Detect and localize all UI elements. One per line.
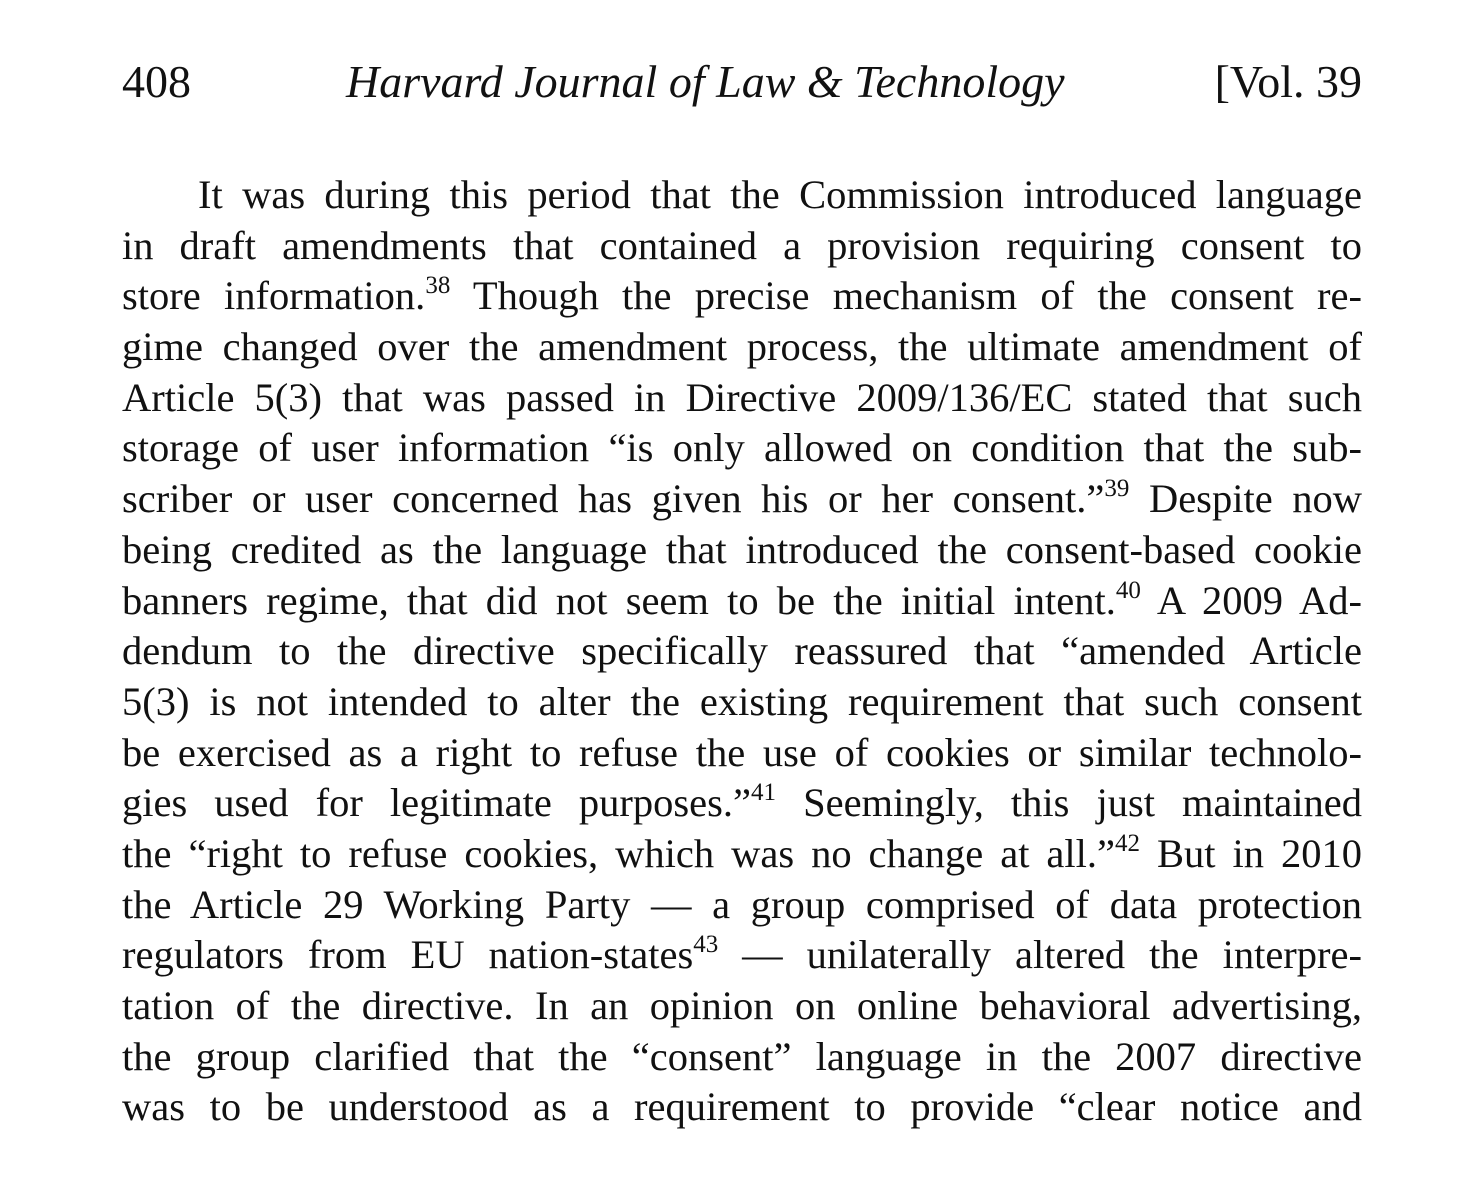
text-line [122, 1032, 1362, 1083]
text-line [122, 981, 1362, 1032]
text-run: It was during this period that the Commission introduced language [198, 172, 1362, 217]
text-run: Seemingly, this just maintained [776, 780, 1362, 826]
text-line [122, 1082, 1362, 1133]
footnote-marker[interactable]: 40 [1115, 576, 1141, 604]
text-line [122, 576, 1362, 627]
text-run: Despite now [1129, 476, 1362, 522]
footnote-marker[interactable]: 43 [693, 931, 719, 959]
text-run: Though the precise mechanism of the consent re- [450, 273, 1362, 319]
text-run: the Article 29 Working Party — a group comprised of data protection [122, 881, 1362, 927]
text-run: 5(3) is not intended to alter the existing requirement that such consent [122, 678, 1362, 724]
text-line [122, 271, 1362, 322]
text-line [122, 170, 1362, 221]
text-line [122, 373, 1362, 424]
text-line [122, 728, 1362, 779]
page-number: 408 [122, 56, 191, 107]
text-line [122, 221, 1362, 272]
text-run: storage of user information “is only allowed on condition that the sub- [122, 425, 1362, 471]
footnote-marker[interactable]: 39 [1104, 475, 1130, 503]
text-run: But in 2010 [1140, 830, 1362, 876]
journal-title: Harvard Journal of Law & Technology [346, 56, 1065, 107]
text-run: — unilaterally altered the interpre- [718, 932, 1362, 978]
text-line [122, 474, 1362, 525]
journal-page [122, 0, 1362, 1200]
body-paragraph [122, 170, 1362, 1133]
text-run: gime changed over the amendment process, the ultimate amendment of [122, 324, 1362, 370]
text-line [122, 880, 1362, 931]
text-run: be exercised as a right to refuse the use of cookies or similar technolo- [122, 729, 1362, 775]
text-line [122, 423, 1362, 474]
text-line [122, 829, 1362, 880]
text-line [122, 322, 1362, 373]
text-run: the group clarified that the “consent” language in the 2007 directive [122, 1033, 1362, 1079]
text-run: regulators from EU nation-states [122, 932, 694, 978]
text-line [122, 626, 1362, 677]
text-run: being credited as the language that introduced the consent-based cookie [122, 526, 1362, 572]
text-run: scriber or user concerned has given his or her consent.” [122, 476, 1105, 522]
text-line [122, 525, 1362, 576]
text-run: the “right to refuse cookies, which was no change at all.” [122, 830, 1116, 876]
text-run: tation of the directive. In an opinion on online behavioral advertising, [122, 983, 1362, 1028]
text-line [122, 930, 1362, 981]
text-run: Article 5(3) that was passed in Directive 2009/136/EC stated that such [122, 374, 1362, 420]
text-line [122, 677, 1362, 728]
text-run: dendum to the directive specifically reassured that “amended Article [122, 628, 1362, 674]
text-run: in draft amendments that contained a provision requiring consent to [122, 222, 1362, 268]
text-run: A 2009 Ad- [1140, 577, 1362, 623]
text-line [122, 778, 1362, 829]
footnote-marker[interactable]: 38 [425, 272, 451, 300]
text-run: was to be understood as a requirement to provide “clear notice and [122, 1084, 1362, 1130]
running-head [122, 52, 1362, 112]
volume-label: [Vol. 39 [1214, 56, 1362, 107]
text-run: store information. [122, 273, 426, 319]
text-run: gies used for legitimate purposes.” [122, 780, 752, 826]
footnote-marker[interactable]: 41 [751, 779, 777, 807]
text-run: banners regime, that did not seem to be the initial intent. [122, 577, 1116, 623]
footnote-marker[interactable]: 42 [1115, 829, 1141, 857]
